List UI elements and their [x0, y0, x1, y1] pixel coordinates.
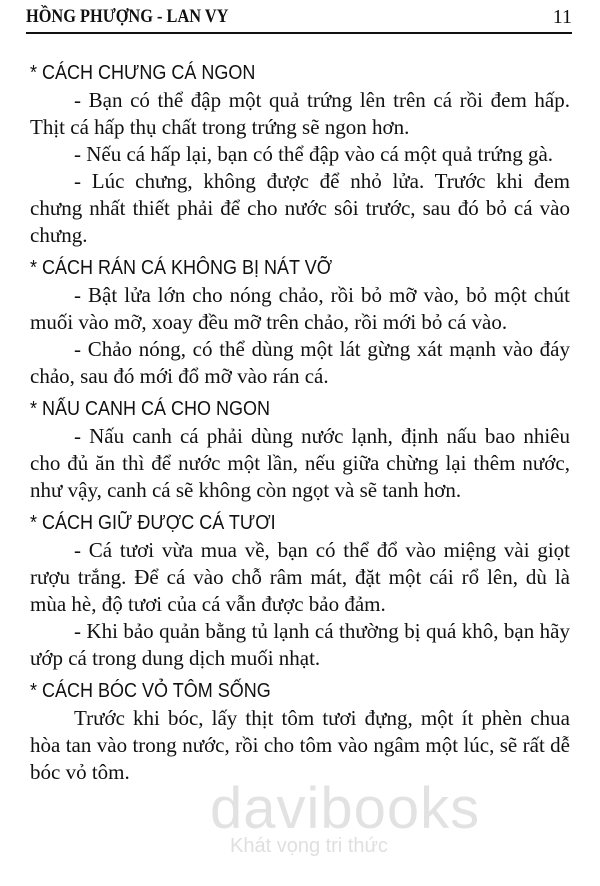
running-header: [26, 6, 572, 34]
section-heading: * CÁCH RÁN CÁ KHÔNG BỊ NÁT VỠ: [30, 257, 333, 279]
paragraph: - Nếu cá hấp lại, bạn có thể đập vào cá một quả trứng gà.: [74, 142, 554, 166]
watermark-slogan: Khát vọng tri thức: [230, 835, 388, 857]
paragraph: - Chảo nóng, có thể dùng một lát gừng xát mạnh vào đáy chảo, sau đó mới đổ mỡ vào rán cá.: [30, 337, 570, 388]
paragraph: - Bạn có thể đập một quả trứng lên trên cá rồi đem hấp. Thịt cá hấp thụ chất trong trứng sẽ ngon hơn.: [30, 88, 570, 139]
page-content: [30, 60, 570, 786]
section-heading: * CÁCH BÓC VỎ TÔM SỐNG: [30, 680, 271, 702]
paragraph: Trước khi bóc, lấy thịt tôm tươi đựng, một ít phèn chua hòa tan vào trong nước, rồi cho tôm vào ngâm một lúc, sẽ rất dễ bóc vỏ tôm.: [30, 706, 570, 784]
section-nau-canh: [30, 396, 570, 504]
section-heading: * CÁCH GIỮ ĐƯỢC CÁ TƯƠI: [30, 512, 276, 534]
paragraph: - Khi bảo quản bằng tủ lạnh cá thường bị quá khô, bạn hãy ướp cá trong dung dịch muối nhạt.: [30, 619, 570, 670]
section-ran-ca: [30, 255, 570, 390]
section-giu-ca-tuoi: [30, 510, 570, 672]
watermark-brand: davibooks: [210, 776, 481, 841]
paragraph: - Cá tươi vừa mua về, bạn có thể đổ vào miệng vài giọt rượu trắng. Để cá vào chỗ râm mát, đặt một cái rổ lên, dù là mùa hè, độ tươi của cá vẫn được bảo đảm.: [30, 538, 570, 616]
paragraph: - Lúc chưng, không được để nhỏ lửa. Trước khi đem chưng nhất thiết phải để cho nước sôi trước, sau đó bỏ cá vào chưng.: [30, 169, 570, 247]
watermark: [210, 775, 481, 885]
page-number: 11: [552, 6, 572, 28]
section-heading: * NẤU CANH CÁ CHO NGON: [30, 398, 271, 420]
section-boc-vo-tom: [30, 678, 570, 786]
paragraph: - Nấu canh cá phải dùng nước lạnh, định nấu bao nhiêu cho đủ ăn thì để nước một lần, nếu giữa chừng lại thêm nước, như vậy, canh cá sẽ không còn ngọt và sẽ tanh hơn.: [30, 424, 570, 502]
section-chung-ca: [30, 60, 570, 249]
header-authors: HỒNG PHƯỢNG - LAN VY: [26, 6, 229, 27]
paragraph: - Bật lửa lớn cho nóng chảo, rồi bỏ mỡ vào, bỏ một chút muối vào mỡ, xoay đều mỡ trên chảo, rồi mới bỏ cá vào.: [30, 283, 570, 334]
section-heading: * CÁCH CHƯNG CÁ NGON: [30, 62, 256, 84]
